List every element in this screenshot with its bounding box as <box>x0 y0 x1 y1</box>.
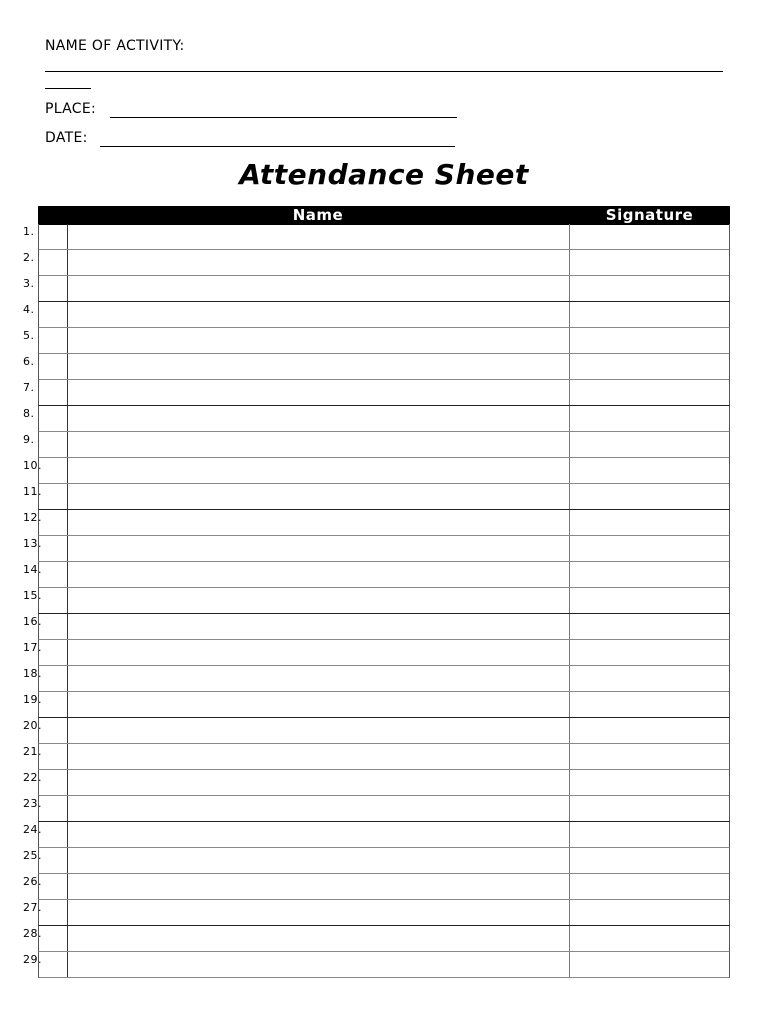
row-index-cell <box>39 432 68 457</box>
name-cell[interactable] <box>68 432 570 457</box>
table-header <box>38 206 730 225</box>
table-row <box>23 354 730 380</box>
name-cell[interactable] <box>68 484 570 509</box>
row-index-cell <box>39 640 68 665</box>
row-number: 10. <box>23 459 42 472</box>
table-row <box>23 302 730 328</box>
row-index-cell <box>39 900 68 925</box>
row-index-cell <box>39 380 68 405</box>
table-row <box>23 796 730 822</box>
row-index-cell <box>39 588 68 613</box>
row-number: 26. <box>23 875 42 888</box>
row-index-cell <box>39 354 68 379</box>
row-number: 5. <box>23 329 35 342</box>
signature-cell[interactable] <box>570 640 729 665</box>
row-index-cell <box>39 692 68 717</box>
signature-cell[interactable] <box>570 432 729 457</box>
row-number: 13. <box>23 537 42 550</box>
name-cell[interactable] <box>68 718 570 743</box>
table-row <box>23 692 730 718</box>
signature-cell[interactable] <box>570 770 729 795</box>
table-row <box>23 276 730 302</box>
name-cell[interactable] <box>68 302 570 327</box>
signature-cell[interactable] <box>570 510 729 535</box>
table-row <box>23 250 730 276</box>
place-underline[interactable] <box>110 117 457 118</box>
row-index-cell <box>39 510 68 535</box>
name-cell[interactable] <box>68 224 570 249</box>
signature-cell[interactable] <box>570 588 729 613</box>
table-row <box>23 640 730 666</box>
name-cell[interactable] <box>68 250 570 275</box>
row-number: 11. <box>23 485 42 498</box>
row-index-cell <box>39 770 68 795</box>
row-index-cell <box>39 302 68 327</box>
name-cell[interactable] <box>68 666 570 691</box>
row-number: 16. <box>23 615 42 628</box>
signature-cell[interactable] <box>570 562 729 587</box>
row-number: 8. <box>23 407 35 420</box>
name-cell[interactable] <box>68 354 570 379</box>
row-number: 19. <box>23 693 42 706</box>
date-label: DATE: <box>45 130 88 146</box>
column-header-signature: Signature <box>605 206 694 224</box>
column-header-number <box>38 206 67 225</box>
row-index-cell <box>39 718 68 743</box>
name-cell[interactable] <box>68 614 570 639</box>
table-row <box>23 718 730 744</box>
row-number: 21. <box>23 745 42 758</box>
signature-cell[interactable] <box>570 302 729 327</box>
row-index-cell <box>39 744 68 769</box>
row-index-cell <box>39 484 68 509</box>
table-row <box>23 484 730 510</box>
place-label: PLACE: <box>45 101 97 117</box>
row-index-cell <box>39 250 68 275</box>
signature-cell[interactable] <box>570 458 729 483</box>
table-row <box>23 900 730 926</box>
table-row <box>23 822 730 848</box>
signature-cell[interactable] <box>570 666 729 691</box>
row-index-cell <box>39 926 68 951</box>
row-number: 2. <box>23 251 35 264</box>
row-index-cell <box>39 666 68 691</box>
attendance-table-body <box>23 224 730 978</box>
row-number: 18. <box>23 667 42 680</box>
name-cell[interactable] <box>68 458 570 483</box>
row-index-cell <box>39 536 68 561</box>
signature-cell[interactable] <box>570 692 729 717</box>
name-cell[interactable] <box>68 588 570 613</box>
name-cell[interactable] <box>68 510 570 535</box>
row-number: 20. <box>23 719 42 732</box>
row-number: 25. <box>23 849 42 862</box>
row-index-cell <box>39 952 68 977</box>
date-underline[interactable] <box>100 146 455 147</box>
name-cell[interactable] <box>68 276 570 301</box>
signature-cell[interactable] <box>570 926 729 951</box>
signature-cell[interactable] <box>570 380 729 405</box>
row-number: 4. <box>23 303 35 316</box>
signature-cell[interactable] <box>570 848 729 873</box>
row-index-cell <box>39 458 68 483</box>
row-number: 6. <box>23 355 35 368</box>
name-cell[interactable] <box>68 380 570 405</box>
row-number: 17. <box>23 641 42 654</box>
table-row <box>23 562 730 588</box>
row-number: 12. <box>23 511 42 524</box>
table-row <box>23 770 730 796</box>
row-index-cell <box>39 848 68 873</box>
table-row <box>23 874 730 900</box>
row-index-cell <box>39 614 68 639</box>
name-cell[interactable] <box>68 952 570 977</box>
row-number: 29. <box>23 953 42 966</box>
signature-cell[interactable] <box>570 354 729 379</box>
row-index-cell <box>39 562 68 587</box>
row-index-cell <box>39 874 68 899</box>
table-row <box>23 744 730 770</box>
row-number: 23. <box>23 797 42 810</box>
row-index-cell <box>39 796 68 821</box>
name-cell[interactable] <box>68 744 570 769</box>
signature-cell[interactable] <box>570 874 729 899</box>
table-row <box>23 458 730 484</box>
name-cell[interactable] <box>68 692 570 717</box>
table-row <box>23 588 730 614</box>
name-cell[interactable] <box>68 874 570 899</box>
table-row <box>23 614 730 640</box>
signature-cell[interactable] <box>570 796 729 821</box>
column-header-name: Name <box>292 206 344 224</box>
table-row <box>23 224 730 250</box>
name-cell[interactable] <box>68 900 570 925</box>
signature-cell[interactable] <box>570 614 729 639</box>
table-row <box>23 536 730 562</box>
row-index-cell <box>39 276 68 301</box>
signature-cell[interactable] <box>570 536 729 561</box>
table-row <box>23 926 730 952</box>
row-index-cell <box>39 328 68 353</box>
row-number: 24. <box>23 823 42 836</box>
table-row <box>23 380 730 406</box>
row-number: 27. <box>23 901 42 914</box>
row-number: 7. <box>23 381 35 394</box>
signature-cell[interactable] <box>570 250 729 275</box>
activity-underline-continued[interactable] <box>45 88 91 89</box>
table-row <box>23 328 730 354</box>
row-index-cell <box>39 822 68 847</box>
signature-cell[interactable] <box>570 744 729 769</box>
signature-cell[interactable] <box>570 406 729 431</box>
name-cell[interactable] <box>68 536 570 561</box>
activity-label: NAME OF ACTIVITY: <box>45 38 185 54</box>
row-number: 14. <box>23 563 42 576</box>
table-row <box>23 406 730 432</box>
name-cell[interactable] <box>68 926 570 951</box>
name-cell[interactable] <box>68 562 570 587</box>
signature-cell[interactable] <box>570 484 729 509</box>
signature-cell[interactable] <box>570 224 729 249</box>
name-cell[interactable] <box>68 640 570 665</box>
table-row <box>23 432 730 458</box>
signature-cell[interactable] <box>570 718 729 743</box>
activity-underline[interactable] <box>45 71 723 72</box>
name-cell[interactable] <box>68 822 570 847</box>
row-number: 9. <box>23 433 35 446</box>
signature-cell[interactable] <box>570 952 729 977</box>
row-number: 22. <box>23 771 42 784</box>
page-title: Attendance Sheet <box>239 158 529 191</box>
signature-cell[interactable] <box>570 822 729 847</box>
row-index-cell <box>39 406 68 431</box>
name-cell[interactable] <box>68 770 570 795</box>
name-cell[interactable] <box>68 328 570 353</box>
table-row <box>23 952 730 978</box>
signature-cell[interactable] <box>570 328 729 353</box>
name-cell[interactable] <box>68 406 570 431</box>
signature-cell[interactable] <box>570 900 729 925</box>
row-number: 1. <box>23 225 35 238</box>
row-number: 15. <box>23 589 42 602</box>
table-row <box>23 510 730 536</box>
row-index-cell <box>39 224 68 249</box>
table-row <box>23 666 730 692</box>
signature-cell[interactable] <box>570 276 729 301</box>
row-number: 3. <box>23 277 35 290</box>
row-number: 28. <box>23 927 42 940</box>
name-cell[interactable] <box>68 848 570 873</box>
table-row <box>23 848 730 874</box>
name-cell[interactable] <box>68 796 570 821</box>
